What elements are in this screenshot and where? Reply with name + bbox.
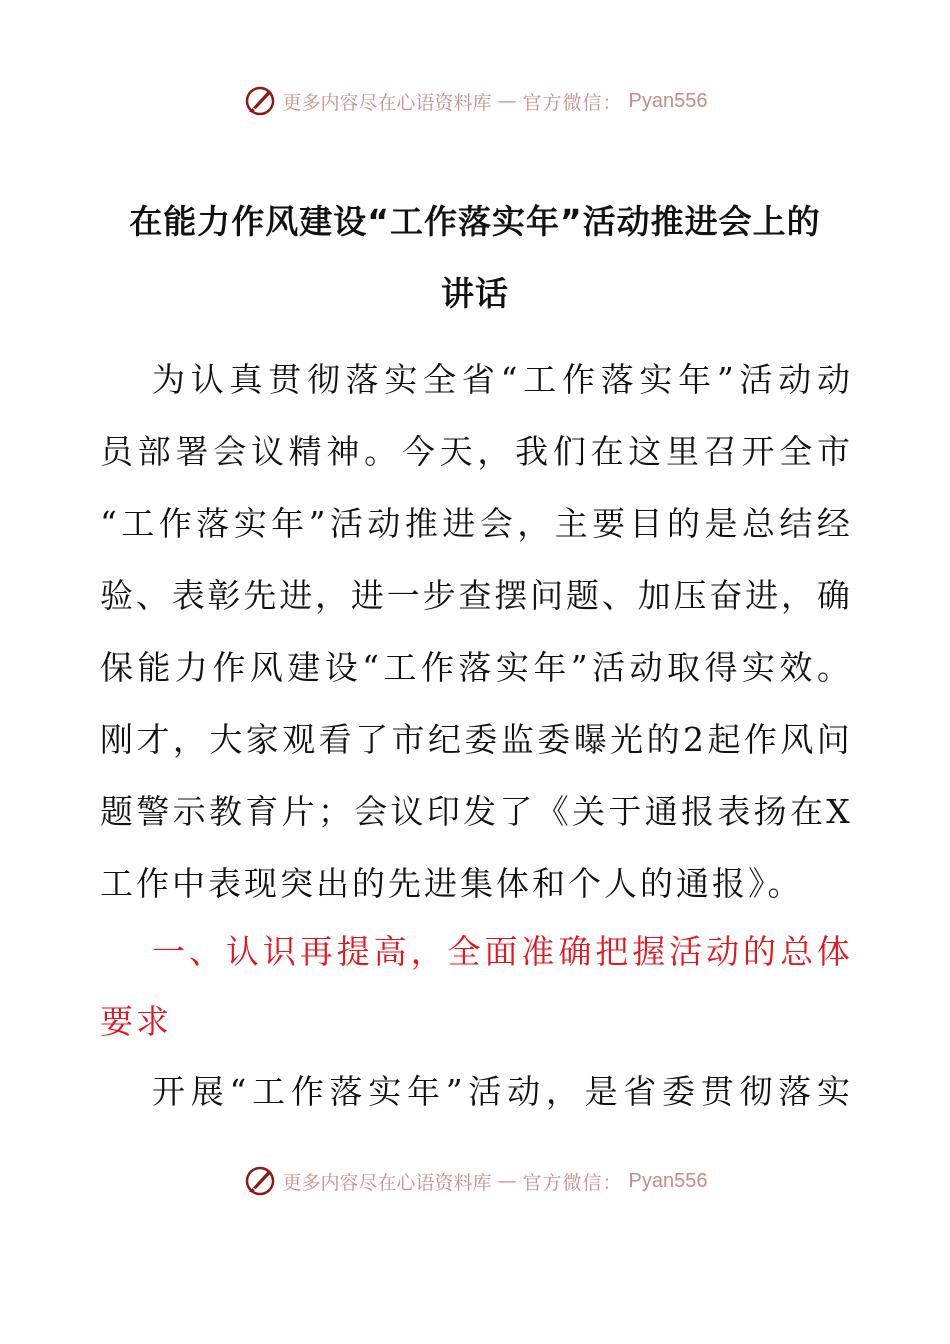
document-title-line-1: 在能力作风建设“工作落实年”活动推进会上的 xyxy=(129,202,821,241)
section-heading-line-2: 要求 xyxy=(100,1002,172,1041)
watermark-header xyxy=(0,84,950,118)
paragraph-line: 验 、 表 彰 先 进 ， 进 一 步 查 摆 问 题 、 加 压 奋 进 ， 确 xyxy=(100,576,850,615)
document-title-line-2: 讲话 xyxy=(441,274,509,313)
paragraph-line: 员 部 署 会 议 精 神 。 今 天 ， 我 们 在 这 里 召 开 全 市 xyxy=(100,432,850,471)
paragraph-line: 为 认 真 贯 彻 落 实 全 省 “ 工 作 落 实 年 ” 活 动 动 xyxy=(152,360,850,399)
paragraph-line: “ 工 作 落 实 年 ” 活 动 推 进 会 ， 主 要 目 的 是 总 结 经 xyxy=(100,504,850,543)
watermark-wechat-label: 官方微信： xyxy=(522,1171,623,1194)
watermark-text: 更多内容尽在心语资料库 xyxy=(282,91,492,114)
watermark-dash: — xyxy=(497,1170,517,1192)
watermark-wechat-id: Pyan556 xyxy=(628,89,708,112)
paragraph-line: 题 警 示 教 育 片 ； 会 议 印 发 了 《 关 于 通 报 表 扬 在 X xyxy=(100,792,850,831)
watermark-wechat-label: 官方微信： xyxy=(522,91,623,114)
watermark-wechat-id: Pyan556 xyxy=(628,1169,708,1192)
quill-logo-icon xyxy=(243,1164,277,1198)
paragraph-line: 刚 才 ， 大 家 观 看 了 市 纪 委 监 委 曝 光 的 2 起 作 风 问 xyxy=(100,720,850,759)
paragraph-line: 工作中表现突出的先进集体和个人的通报》。 xyxy=(100,864,804,903)
quill-logo-icon xyxy=(243,84,277,118)
watermark-footer xyxy=(0,1164,950,1198)
watermark-text: 更多内容尽在心语资料库 xyxy=(282,1171,492,1194)
section-heading-line-1: 一 、 认 识 再 提 高 ， 全 面 准 确 把 握 活 动 的 总 体 xyxy=(152,932,850,971)
paragraph-line: 保 能 力 作 风 建 设 “ 工 作 落 实 年 ” 活 动 取 得 实 效 。 xyxy=(100,648,850,687)
watermark-dash: — xyxy=(497,90,517,112)
paragraph-line: 开 展 “ 工 作 落 实 年 ” 活 动 ， 是 省 委 贯 彻 落 实 xyxy=(152,1072,850,1111)
